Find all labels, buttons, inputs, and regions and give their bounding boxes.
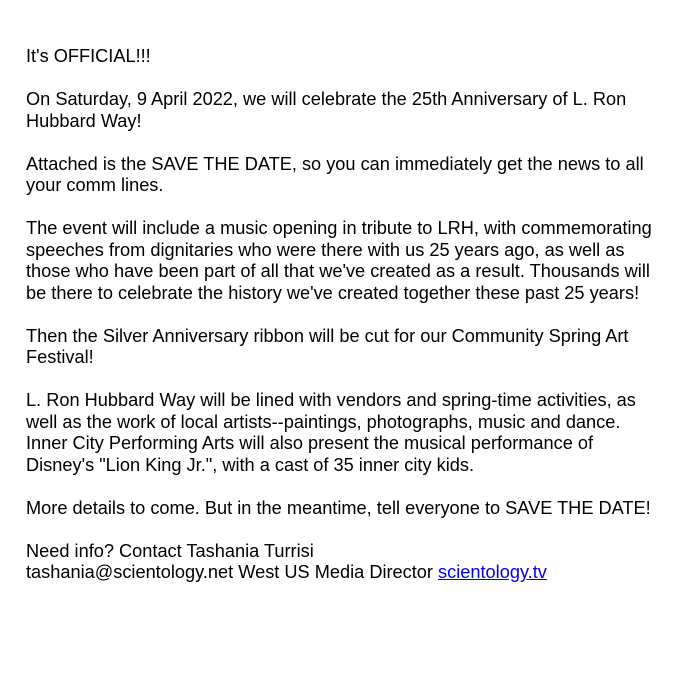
paragraph-attachment: Attached is the SAVE THE DATE, so you can immediately get the news to all your comm lines. <box>26 153 644 195</box>
paragraph-closing: More details to come. But in the meantime, tell everyone to SAVE THE DATE! <box>26 497 651 518</box>
contact-title: West US Media Director <box>233 562 439 582</box>
website-link[interactable]: scientology.tv <box>438 562 547 582</box>
contact-block <box>26 541 666 584</box>
paragraph-ribbon-cutting: Then the Silver Anniversary ribbon will be cut for our Community Spring Art Festival! <box>26 325 629 367</box>
email-body <box>26 46 666 584</box>
paragraph-event-details: The event will include a music opening in tribute to LRH, with commemorating speeches from dignitaries who were there with us 25 years ago, as well as those who have been part of all that we've created as a result. Thousands will be there to celebrate the history we've created together these past 25 years! <box>26 218 652 303</box>
paragraph-festival: L. Ron Hubbard Way will be lined with vendors and spring-time activities, as well as the work of local artists--paintings, photographs, music and dance. Inner City Performing Arts will also present the musical performance of Disney's "Lion King Jr.", with a cast of 35 inner city kids. <box>26 390 636 475</box>
contact-prompt: Need info? Contact Tashania Turrisi <box>26 540 314 561</box>
paragraph-announcement: On Saturday, 9 April 2022, we will celebrate the 25th Anniversary of L. Ron Hubbard Way! <box>26 89 627 131</box>
contact-email: tashania@scientology.net <box>26 562 234 582</box>
headline: It's OFFICIAL!!! <box>26 46 151 66</box>
